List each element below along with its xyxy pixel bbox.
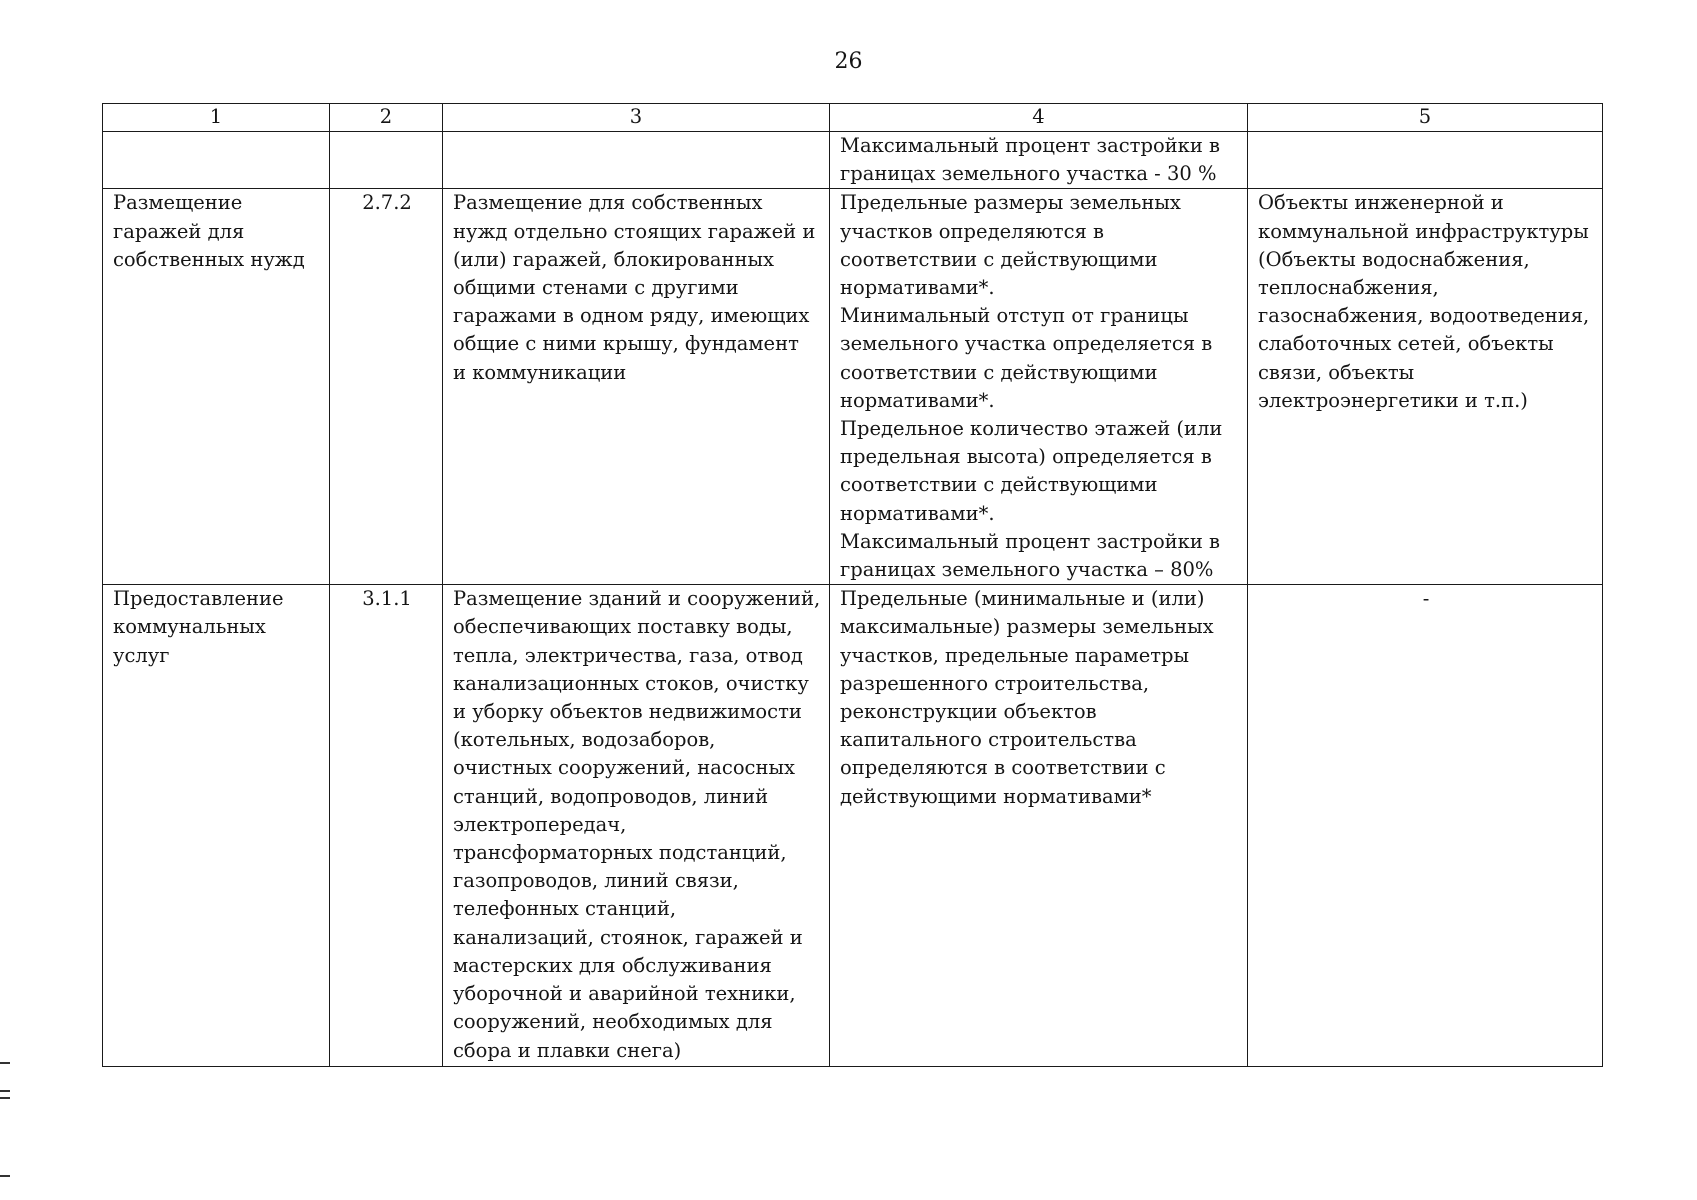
text-line: границах земельного участка – 80% [840,558,1214,582]
text-line: сооружений, необходимых для [453,1010,773,1034]
text-line: нормативами*. [840,501,995,525]
text-line: трансформаторных подстанций, [453,841,787,865]
auxiliary-objects-cell [1248,189,1603,585]
description-cell [443,132,830,189]
text-line: гаражами в одном ряду, имеющих [453,304,810,328]
text-line: электроэнергетики и т.п.) [1258,388,1528,412]
text-line: нормативами*. [840,276,995,300]
text-line: - [1422,587,1430,611]
scan-edge-mark [0,1097,10,1099]
text-line: реконструкции объектов [840,700,1097,724]
text-line: газопроводов, линий связи, [453,869,739,893]
page-number: 26 [834,49,863,74]
regulations-table [102,103,1603,1067]
text-line: (котельных, водозаборов, [453,728,716,752]
table-row [103,189,1603,585]
description-cell [443,585,830,1067]
scan-edge-mark [0,1062,10,1064]
text-line: предельная высота) определяется в [840,445,1212,469]
text-line: капитального строительства [840,728,1137,752]
auxiliary-objects-cell [1248,132,1603,189]
use-type-cell [103,132,330,189]
text-line: услуг [113,643,170,667]
code-cell: 3.1.1 [330,585,443,1067]
text-line: собственных нужд [113,247,305,271]
table-row [103,585,1603,1067]
parameters-cell [830,132,1248,189]
auxiliary-objects-cell [1248,585,1603,1067]
text-line: (или) гаражей, блокированных [453,247,775,271]
text-line: обеспечивающих поставку воды, [453,615,793,639]
code-cell: 2.7.2 [330,189,443,585]
text-line: Максимальный процент застройки в [840,134,1221,157]
text-line: общими стенами с другими [453,276,739,300]
text-line: Размещение [113,191,243,215]
text-line: канализационных стоков, очистку [453,671,809,695]
header-cell-4: 4 [830,104,1248,132]
text-line: соответствии с действующими [840,360,1158,384]
text-line: действующими нормативами* [840,784,1152,808]
text-line: коммунальных [113,615,266,639]
use-type-cell [103,189,330,585]
text-line: мастерских для обслуживания [453,953,772,977]
header-row [103,104,1603,132]
scan-edge-mark [0,1175,10,1177]
text-line: участков определяются в [840,219,1104,243]
parameters-cell [830,585,1248,1067]
text-line: земельного участка определяется в [840,332,1213,356]
text-line: газоснабжения, водоотведения, [1258,304,1590,328]
parameters-cell [830,189,1248,585]
text-line: сбора и плавки снега) [453,1038,682,1062]
text-line: соответствии с действующими [840,473,1158,497]
text-line: связи, объекты [1258,360,1415,384]
text-line: телефонных станций, [453,897,677,921]
text-line: участков, предельные параметры [840,643,1190,667]
header-cell-5: 5 [1248,104,1603,132]
text-line: Размещение зданий и сооружений, [453,587,821,611]
text-line: уборочной и аварийной техники, [453,982,796,1006]
text-line: Максимальный процент застройки в [840,529,1221,553]
text-line: очистных сооружений, насосных [453,756,795,780]
text-line: канализаций, стоянок, гаражей и [453,925,803,949]
text-line: Предельные размеры земельных [840,191,1181,215]
text-line: Минимальный отступ от границы [840,304,1189,328]
text-line: нужд отдельно стоящих гаражей и [453,219,816,243]
text-line: станций, водопроводов, линий [453,784,769,808]
text-line: общие с ними крышу, фундамент [453,332,799,356]
text-line: Объекты инженерной и [1258,191,1504,215]
text-line: гаражей для [113,219,245,243]
code-cell [330,132,443,189]
text-line: разрешенного строительства, [840,671,1150,695]
text-line: и уборку объектов недвижимости [453,700,802,724]
text-line: слаботочных сетей, объекты [1258,332,1554,356]
scan-edge-mark [0,1090,10,1092]
table-row [103,132,1603,189]
text-line: Предельные (минимальные и (или) [840,587,1205,611]
text-line: Размещение для собственных [453,191,763,215]
header-cell-2: 2 [330,104,443,132]
header-cell-1: 1 [103,104,330,132]
text-line: определяются в соответствии с [840,756,1166,780]
text-line: коммунальной инфраструктуры [1258,219,1589,243]
text-line: тепла, электричества, газа, отвод [453,643,803,667]
text-line: Предоставление [113,587,284,611]
text-line: нормативами*. [840,388,995,412]
text-line: границах земельного участка - 30 % [840,162,1217,186]
header-cell-3: 3 [443,104,830,132]
description-cell [443,189,830,585]
text-line: теплоснабжения, [1258,276,1439,300]
use-type-cell [103,585,330,1067]
text-line: соответствии с действующими [840,247,1158,271]
text-line: (Объекты водоснабжения, [1258,247,1530,271]
text-line: максимальные) размеры земельных [840,615,1214,639]
text-line: электропередач, [453,812,627,836]
text-line: и коммуникации [453,360,627,384]
text-line: Предельное количество этажей (или [840,417,1223,441]
